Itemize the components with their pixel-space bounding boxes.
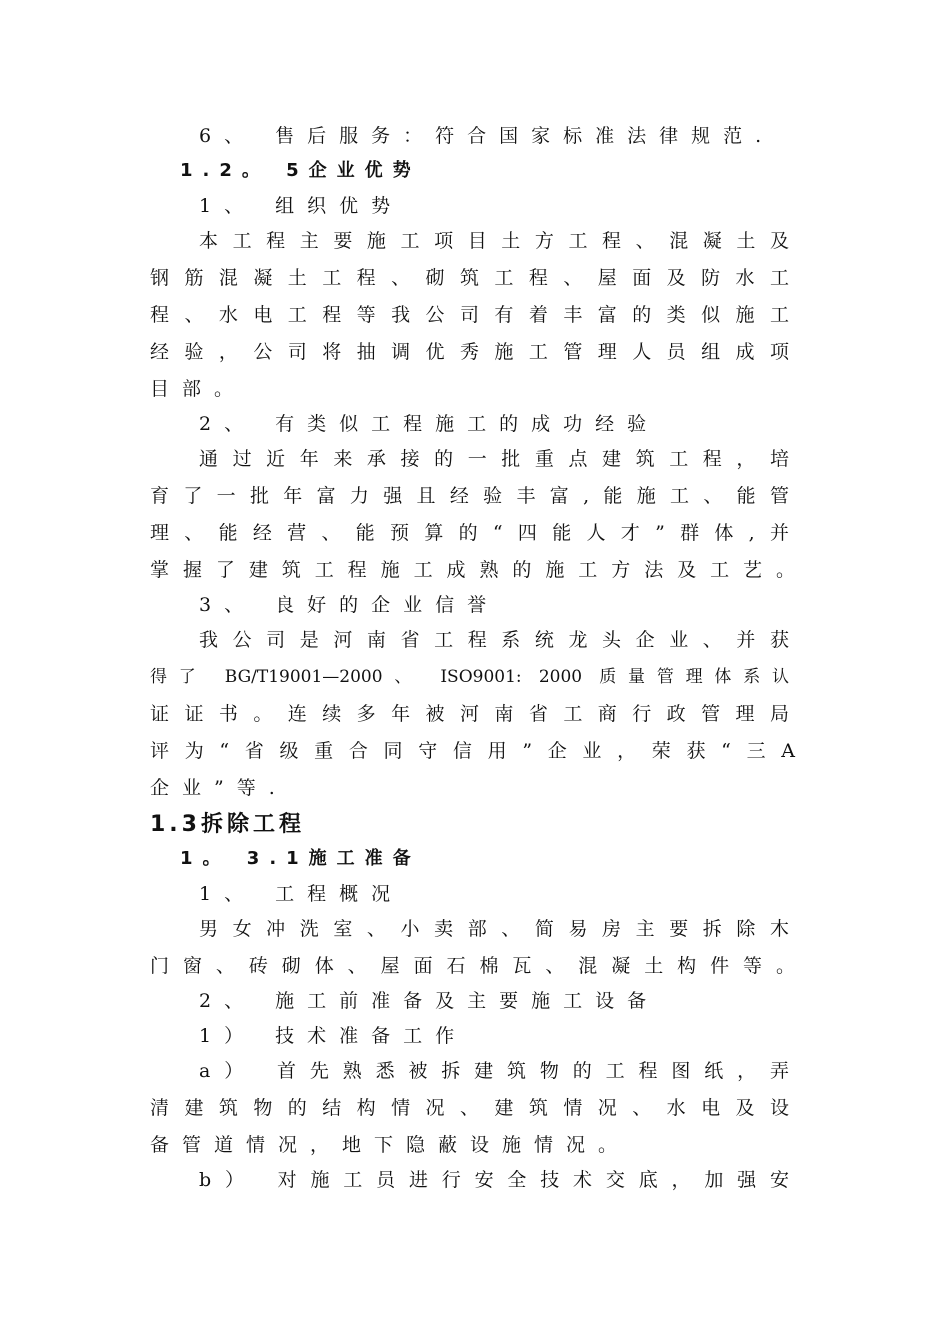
paragraph-line: 企业”等. — [150, 777, 288, 799]
subheading-reputation: 3、 良好的企业信誉 — [199, 594, 500, 616]
paragraph-line: 门窗、砖砌体、屋面石棉瓦、混凝土构件等。 — [150, 955, 795, 977]
subheading-organization-advantage: 1、 组织优势 — [199, 195, 404, 217]
paragraph-line: b） 对施工员进行安全技术交底，加强安 — [199, 1169, 789, 1191]
paragraph-line-certification: 得了 BG/T19001—2000、 ISO9001: 2000 质量管理体系认 — [150, 667, 789, 687]
section-heading-enterprise-advantage: 1.2。 5企业优势 — [180, 160, 421, 181]
paragraph-line: 本工程主要施工项目土方工程、混凝土及 — [199, 230, 789, 252]
paragraph-line: 理、能经营、能预算的“四能人才”群体,并 — [150, 522, 789, 544]
paragraph-line: 育了一批年富力强且经验丰富,能施工、能管 — [150, 485, 789, 507]
section-heading-demolition: 1.3拆除工程 — [150, 812, 305, 837]
list-item-after-sales: 6、 售后服务：符合国家标准法律规范. — [199, 125, 775, 147]
paragraph-line: 备管道情况，地下隐蔽设施情况。 — [150, 1134, 631, 1156]
paragraph-line: 评为“省级重合同守信用”企业，荣获“三A — [150, 740, 795, 762]
subheading-preparation-equipment: 2、 施工前准备及主要施工设备 — [199, 990, 660, 1012]
paragraph-line: 清建筑物的结构情况、建筑情况、水电及设 — [150, 1097, 789, 1119]
paragraph-line: 我公司是河南省工程系统龙头企业、并获 — [199, 629, 789, 651]
paragraph-line: 证证书。连续多年被河南省工商行政管理局 — [150, 703, 789, 725]
section-heading-construction-prep: 1。 3.1施工准备 — [180, 848, 421, 869]
paragraph-line: 男女冲洗室、小卖部、简易房主要拆除木 — [199, 918, 789, 940]
paragraph-line: 通过近年来承接的一批重点建筑工程，培 — [199, 448, 789, 470]
paragraph-line: 程、水电工程等我公司有着丰富的类似施工 — [150, 304, 789, 326]
paragraph-line: 钢筋混凝土工程、砌筑工程、屋面及防水工 — [150, 267, 789, 289]
paragraph-line: 目部。 — [150, 378, 247, 400]
paragraph-line: a） 首先熟悉被拆建筑物的工程图纸，弄 — [199, 1060, 789, 1082]
subheading-technical-prep: 1） 技术准备工作 — [199, 1025, 468, 1047]
paragraph-line: 掌握了建筑工程施工成熟的施工方法及工艺。 — [150, 559, 795, 581]
subheading-project-overview: 1、 工程概况 — [199, 883, 404, 905]
subheading-similar-experience: 2、 有类似工程施工的成功经验 — [199, 413, 660, 435]
paragraph-line: 经验，公司将抽调优秀施工管理人员组成项 — [150, 341, 789, 363]
